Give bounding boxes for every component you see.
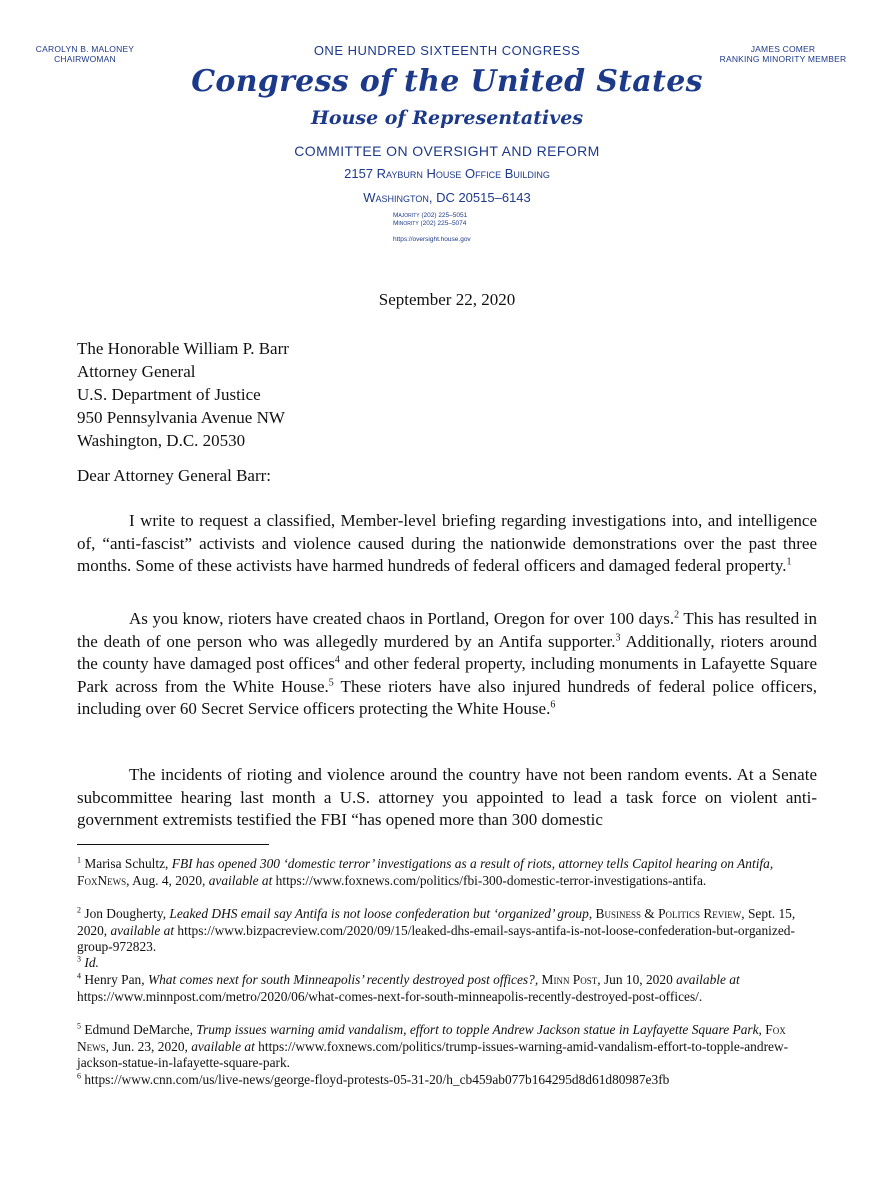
paragraph-text: These rioters have also injured hundreds of federal police officers, including over 60 Secret Service officers protecting the White House. xyxy=(77,676,817,718)
footnote-date: , Sept. 15, 2020, xyxy=(77,906,796,938)
footnote-available: available at xyxy=(208,872,273,888)
footnote-title: What comes next for south Minneapolis’ recently destroyed post offices?, xyxy=(147,972,539,987)
footnote-1: $^1$ Marisa Schultz, FBI has opened 300 ‘domestic terror’ investigations as a result of riots, attorney tells Capitol hearing on Antifa, FoxNews, Aug. 4, 2020, available at https://www.foxnews.com/politics/fbi-300-domestic-terror-investigations-antifa. xyxy=(77,855,774,888)
letterhead-title: Congress of the United States xyxy=(191,64,703,99)
footnote-author: Henry Pan, xyxy=(84,972,148,987)
letter-date: September 22, 2020 xyxy=(378,290,516,309)
chair-title: CHAIRWOMAN xyxy=(54,54,116,64)
recipient-line: 950 Pennsylvania Avenue NW xyxy=(77,408,285,427)
footnote-date: , Aug. 4, 2020, xyxy=(126,872,209,888)
footnote-title: Trump issues warning amid vandalism, effort to topple Andrew Jackson statue in Layfayette Square Park xyxy=(196,1022,759,1037)
footnote-author: Edmund DeMarche, xyxy=(84,1022,197,1037)
footnote-author: Jon Dougherty, xyxy=(84,906,170,921)
footnote-ref: 4 xyxy=(334,654,340,666)
footnote-ref: 2 xyxy=(674,609,680,621)
salutation: Dear Attorney General Barr: xyxy=(77,466,271,485)
footnote-url[interactable]: https://www.bizpacreview.com/2020/09/15/leaked-dhs-email-says-antifa-is-not-loose-confederation-but-organized-group-972823. xyxy=(77,922,795,954)
recipient-line: Attorney General xyxy=(77,362,196,381)
recipient-address xyxy=(77,337,289,452)
house-title: House of Representatives xyxy=(310,107,584,129)
footnote-url[interactable]: https://www.foxnews.com/politics/trump-issues-warning-amid-vandalism-effort-to-topple-andrew-jackson-statue-in-lafayette-square-park. xyxy=(77,1038,789,1070)
footnote-number: 5 xyxy=(77,1021,81,1031)
footnote-ref: 5 xyxy=(328,676,334,688)
footnote-ref: 6 xyxy=(550,699,556,711)
footnote-date: , Jun 10, 2020 xyxy=(597,972,677,987)
paragraph-text: As you know, rioters have created chaos in Portland, Oregon for over 100 days. xyxy=(129,609,675,628)
paragraph-2 xyxy=(77,608,817,721)
footnote-2: $^2$ Jon Dougherty, Leaked DHS email say Antifa is not loose confederation but ‘organized’ group, Business & Politics Review, Sept. 15, 2020, available at https://www.bizpacreview.com/2020/09/15/leaked-dhs-email-says-antifa-is-not-loose-confederation-but-organized-group-972823. xyxy=(77,905,796,954)
footnote-publication: Fox News xyxy=(77,1022,786,1054)
paragraph-text: Additionally, rioters around the county have damaged post offices xyxy=(77,631,817,673)
city-address: Washington, DC 20515–6143 xyxy=(363,190,531,205)
footnote-available: available at xyxy=(110,922,175,938)
paragraph-text: and other federal property, including monuments in Lafayette Square Park across from the White House. xyxy=(77,654,817,696)
footnote-6 xyxy=(77,1072,817,1089)
ranking-title: RANKING MINORITY MEMBER xyxy=(719,54,847,64)
footnote-url[interactable]: https://www.minnpost.com/metro/2020/06/what-comes-next-for-south-minneapolis-recently-destroyed-post-offices/. xyxy=(77,988,703,1004)
footnote-number: 1 xyxy=(77,855,81,865)
footnote-3 xyxy=(77,955,817,972)
footnote-publication: Minn Post xyxy=(538,972,598,987)
footnote-number: 3 xyxy=(77,954,81,964)
footnote-title: Leaked DHS email say Antifa is not loose confederation but ‘organized’ group xyxy=(169,906,589,921)
paragraph-text: I write to request a classified, Member-level briefing regarding investigations into, and intelligence of, “anti-fascist” activists and violence caused during the nationwide demonstrations over the past three months. Some of these activists have harmed hundreds of federal officers and damaged federal property. xyxy=(77,511,817,575)
chair-name: CAROLYN B. MALONEY xyxy=(35,44,135,54)
recipient-line: The Honorable William P. Barr xyxy=(77,339,289,358)
phone-majority: Majority (202) 225–5051 xyxy=(393,212,468,219)
committee-name: COMMITTEE ON OVERSIGHT AND REFORM xyxy=(294,143,600,159)
footnote-author: Marisa Schultz, xyxy=(84,856,172,871)
footnote-url[interactable]: https://www.cnn.com/us/live-news/george-floyd-protests-05-31-20/h_cb459ab077b164295d8d61d80987e3fb xyxy=(81,1072,670,1087)
footnote-number: 6 xyxy=(77,1071,81,1081)
footnote-4 xyxy=(77,972,817,1005)
footnote-available: available at xyxy=(676,972,740,987)
footnote-publication: FoxNews xyxy=(77,872,127,888)
footnote-date: , Jun. 23, 2020, xyxy=(105,1038,192,1054)
footnote-ref: 1 xyxy=(786,556,792,568)
recipient-line: Washington, D.C. 20530 xyxy=(77,431,246,450)
paragraph-3: The incidents of rioting and violence around the country have not been random events. At a Senate subcommittee hearing last month a U.S. attorney you appointed to lead a task force on violent anti-government extremists testified the FBI “has opened more than 300 domestic xyxy=(77,765,817,829)
website-link[interactable]: https://oversight.house.gov xyxy=(393,236,471,243)
footnote-number: 2 xyxy=(77,905,81,915)
paragraph-text: This has resulted in the death of one person who was allegedly murdered by an Antifa supporter. xyxy=(77,609,817,651)
congress-session: ONE HUNDRED SIXTEENTH CONGRESS xyxy=(313,43,581,58)
footnote-ref: 3 xyxy=(615,631,621,643)
footnote-5: $^5$ Edmund DeMarche, Trump issues warning amid vandalism, effort to topple Andrew Jackson statue in Layfayette Square Park, Fox News, Jun. 23, 2020, available at https://www.foxnews.com/politics/trump-issues-warning-amid-vandalism-effort-to-topple-andrew-jackson-statue-in-lafayette-square-park. xyxy=(77,1021,789,1070)
footnote-number: 4 xyxy=(77,971,81,981)
office-address: 2157 Rayburn House Office Building xyxy=(344,166,550,181)
ranking-name: JAMES COMER xyxy=(750,44,816,54)
footnote-divider xyxy=(77,844,269,845)
footnote-text: Id. xyxy=(84,955,99,970)
footnote-available: available at xyxy=(191,1038,255,1054)
footnote-title: FBI has opened 300 ‘domestic terror’ investigations as a result of riots, attorney tells Capitol hearing on Antifa xyxy=(171,856,770,871)
footnote-url[interactable]: https://www.foxnews.com/politics/fbi-300-domestic-terror-investigations-antifa. xyxy=(272,872,707,888)
footnote-publication: Business & Politics Review xyxy=(595,906,742,921)
recipient-line: U.S. Department of Justice xyxy=(77,385,261,404)
paragraph-1 xyxy=(77,510,817,578)
phone-minority: Minority (202) 225–5074 xyxy=(393,220,467,227)
